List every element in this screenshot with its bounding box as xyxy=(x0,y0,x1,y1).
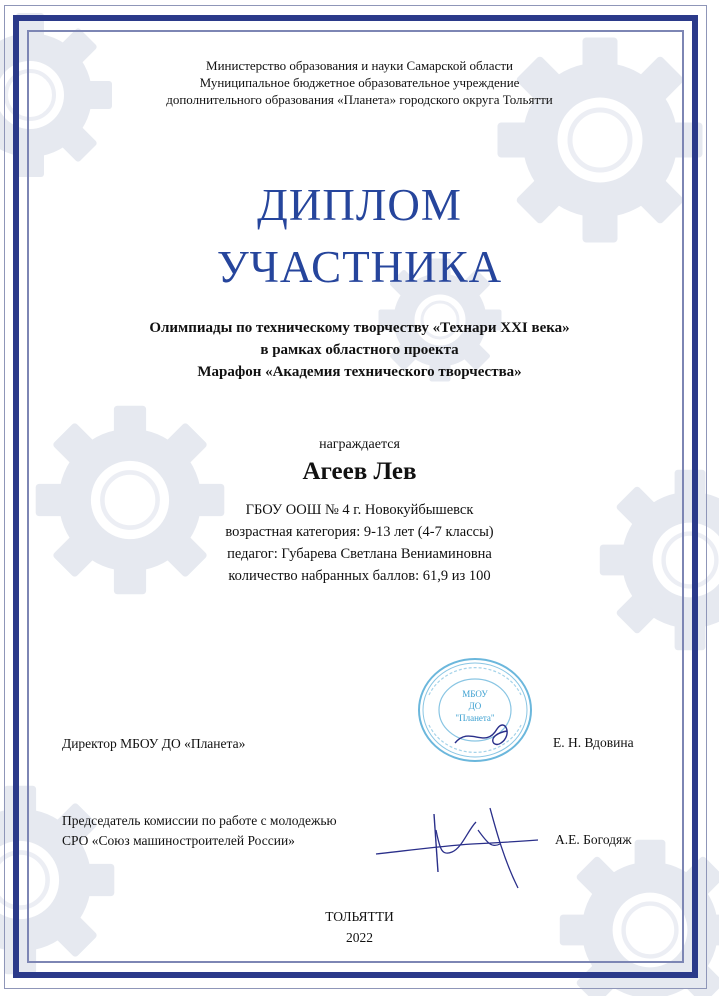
official-stamp xyxy=(415,655,535,765)
diploma-subtitle: УЧАСТНИКА xyxy=(216,242,503,292)
city: ТОЛЬЯТТИ xyxy=(325,909,394,924)
recipient-name: Агеев Лев xyxy=(302,458,417,485)
chair-name: А.Е. Богодяж xyxy=(555,832,632,847)
awarded-label: награждается xyxy=(319,437,400,452)
stamp-text: ДО xyxy=(468,701,482,711)
age-category-line: возрастная категория: 9-13 лет (4-7 классы) xyxy=(225,524,494,540)
director-signature xyxy=(455,725,507,744)
director-role: Директор МБОУ ДО «Планета» xyxy=(62,736,246,751)
director-name: Е. Н. Вдовина xyxy=(553,735,634,750)
event-line: Марафон «Академия технического творчества» xyxy=(197,364,522,380)
institution-line: Муниципальное бюджетное образовательное учреждение xyxy=(199,75,520,90)
issue-place-date xyxy=(0,906,719,948)
recipient-details xyxy=(0,499,719,587)
chair-role-line: Председатель комиссии по работе с молодежью xyxy=(62,813,337,828)
stamp-text: "Планета" xyxy=(455,713,495,723)
teacher-line: педагог: Губарева Светлана Вениаминовна xyxy=(227,546,492,562)
event-line: Олимпиады по техническому творчеству «Технари XXI века» xyxy=(149,320,570,336)
chair-role xyxy=(62,811,337,851)
year: 2022 xyxy=(346,930,373,945)
chair-role-line: СРО «Союз машиностроителей России» xyxy=(62,833,295,848)
school-line: ГБОУ ООШ № 4 г. Новокуйбышевск xyxy=(245,502,474,518)
event-line: в рамках областного проекта xyxy=(260,342,459,358)
ministry-line: Министерство образования и науки Самарской области xyxy=(206,58,513,73)
diploma-title: ДИПЛОМ xyxy=(257,180,462,230)
stamp-text: МБОУ xyxy=(462,689,488,699)
issuer-header xyxy=(0,57,719,108)
score-line: количество набранных баллов: 61,9 из 100 xyxy=(228,568,491,584)
event-description xyxy=(0,317,719,383)
chair-signature xyxy=(372,800,540,892)
institution-name-line: дополнительного образовaния «Планета» городского округа Тольятти xyxy=(166,92,553,107)
